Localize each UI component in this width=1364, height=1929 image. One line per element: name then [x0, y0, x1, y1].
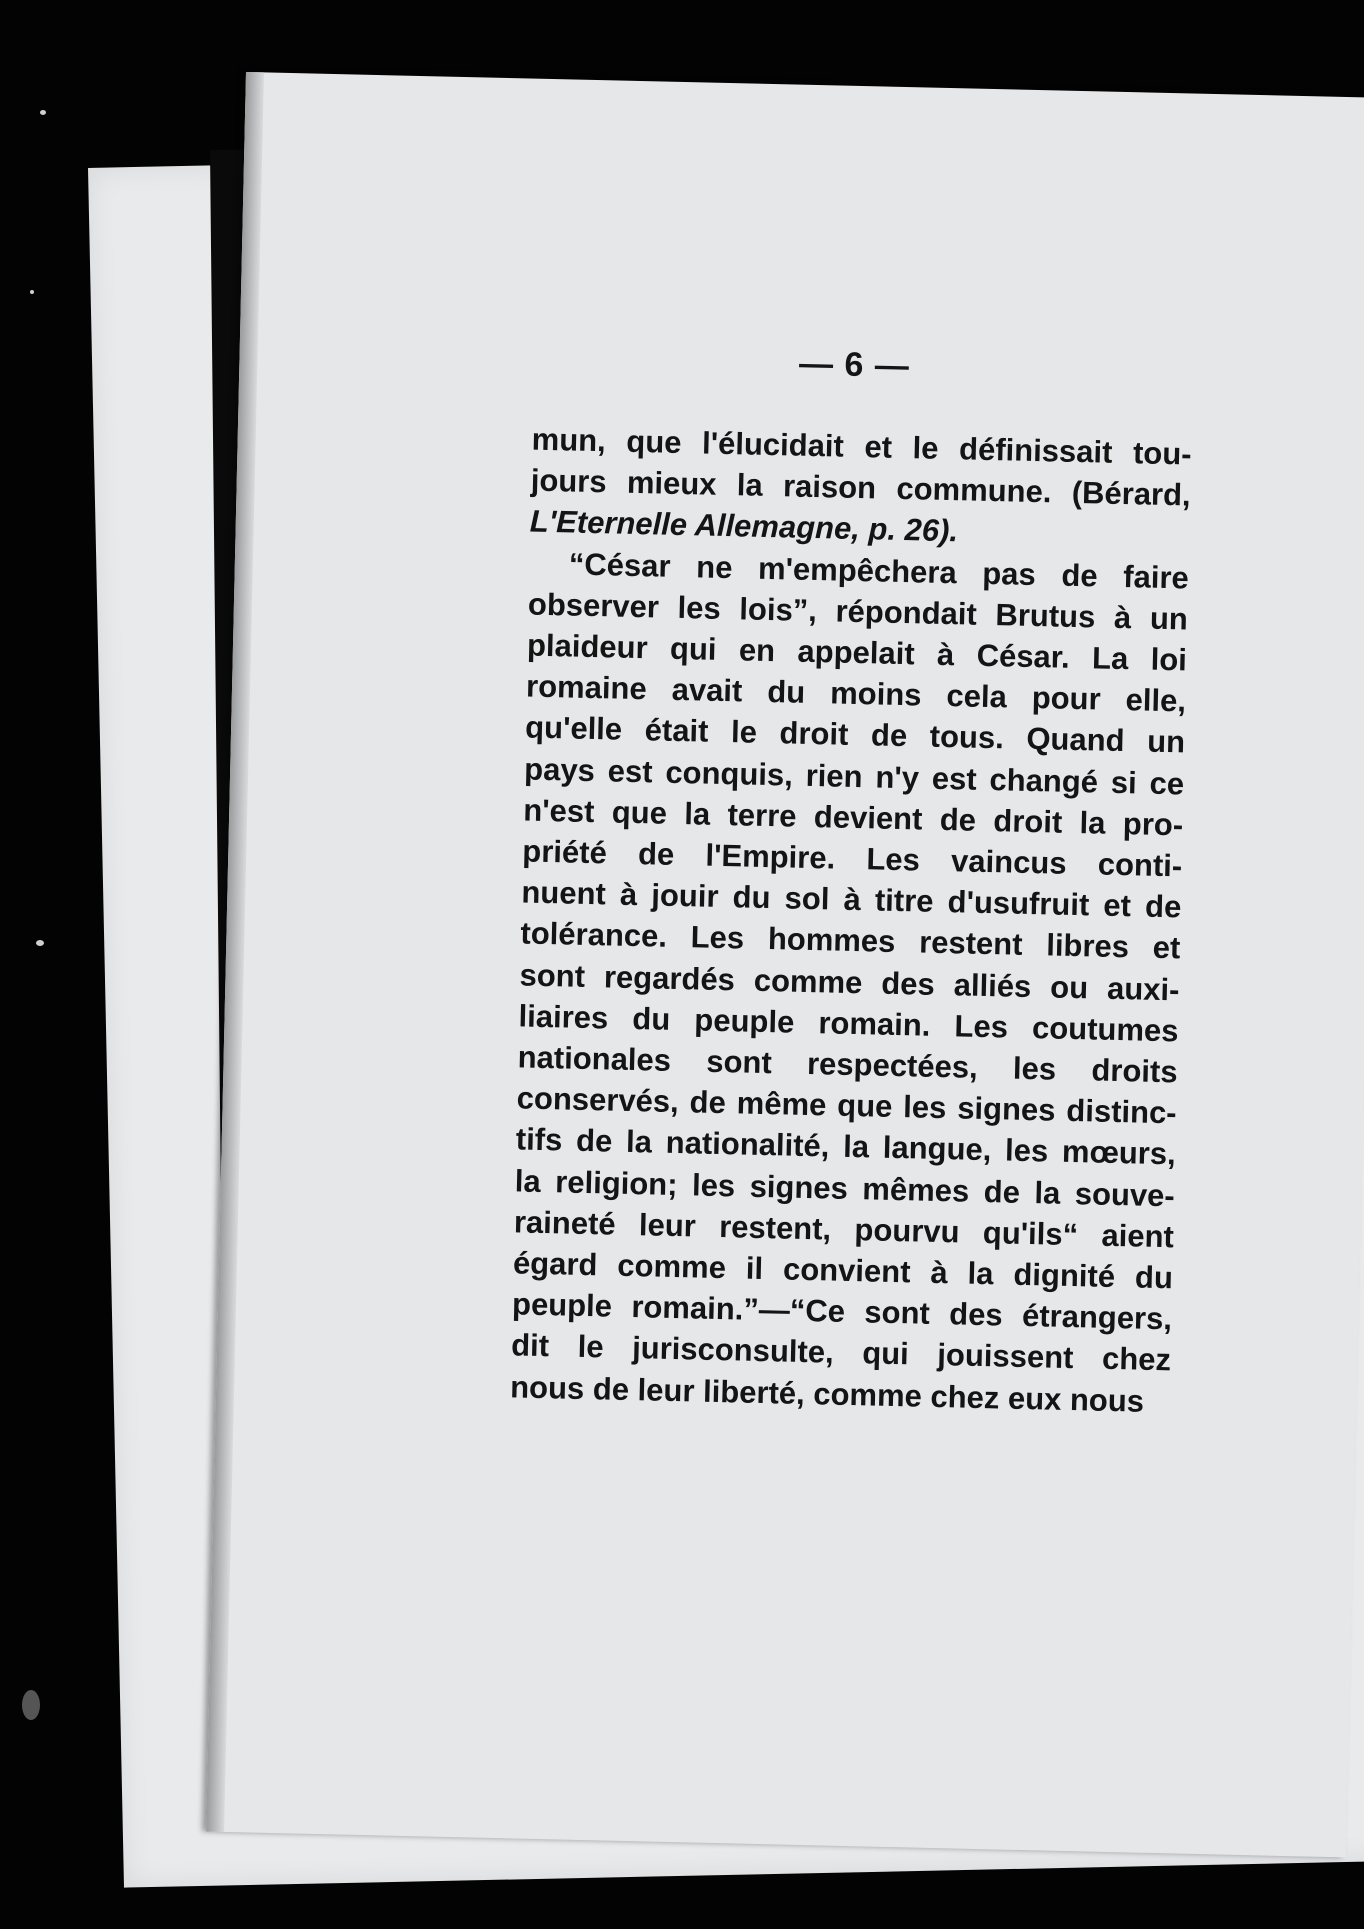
page-number: — 6 — [798, 344, 911, 386]
text-line: raineté leur restent, pourvu qu'ils“ aient [513, 1204, 1175, 1255]
text-line: n'est que la terre devient de droit la pro- [522, 792, 1184, 843]
dust-speck [30, 290, 34, 294]
text-line: sont regardés comme des alliés ou auxi- [519, 957, 1180, 1008]
text-line: jours mieux la raison commune. (Bérard, [530, 462, 1192, 513]
text-line: nuent à jouir du sol à titre d'usufruit et de [521, 874, 1182, 925]
text-line: tolérance. Les hommes restent libres et [520, 915, 1181, 966]
text-line: L'Eternelle Allemagne, p. 26). [529, 503, 959, 549]
text-line: conservés, de même que les signes distinc- [516, 1080, 1178, 1131]
text-line: “César ne m'empêchera pas de faire [568, 546, 1190, 596]
text-line: dit le jurisconsulte, qui jouissent chez [510, 1327, 1172, 1378]
dust-speck [36, 940, 44, 946]
text-line: observer les lois”, répondait Brutus à un [527, 586, 1189, 637]
dust-speck [22, 1690, 40, 1720]
text-line: tifs de la nationalité, la langue, les mœurs, [515, 1121, 1177, 1172]
text-line: la religion; les signes mêmes de la souve- [514, 1163, 1176, 1214]
text-line: qu'elle était le droit de tous. Quand un [524, 709, 1186, 760]
text-line: liaires du peuple romain. Les coutumes [518, 998, 1179, 1049]
book-page [206, 72, 1364, 1857]
text-line: égard comme il convient à la dignité du [512, 1245, 1174, 1296]
text-line: nous de leur liberté, comme chez eux nous [509, 1369, 1145, 1419]
text-line: plaideur qui en appelait à César. La loi [526, 627, 1188, 678]
page-text-block [510, 419, 1192, 1423]
text-line: nationales sont respectées, les droits [517, 1039, 1178, 1090]
text-line: pays est conquis, rien n'y est changé si ce [523, 751, 1185, 802]
text-line: priété de l'Empire. Les vaincus conti- [522, 833, 1183, 884]
dust-speck [40, 110, 46, 115]
text-line: romaine avait du moins cela pour elle, [525, 668, 1187, 719]
text-line: peuple romain.”—“Ce sont des étrangers, [511, 1286, 1173, 1337]
text-line: mun, que l'élucidait et le définissait tou- [531, 421, 1192, 472]
